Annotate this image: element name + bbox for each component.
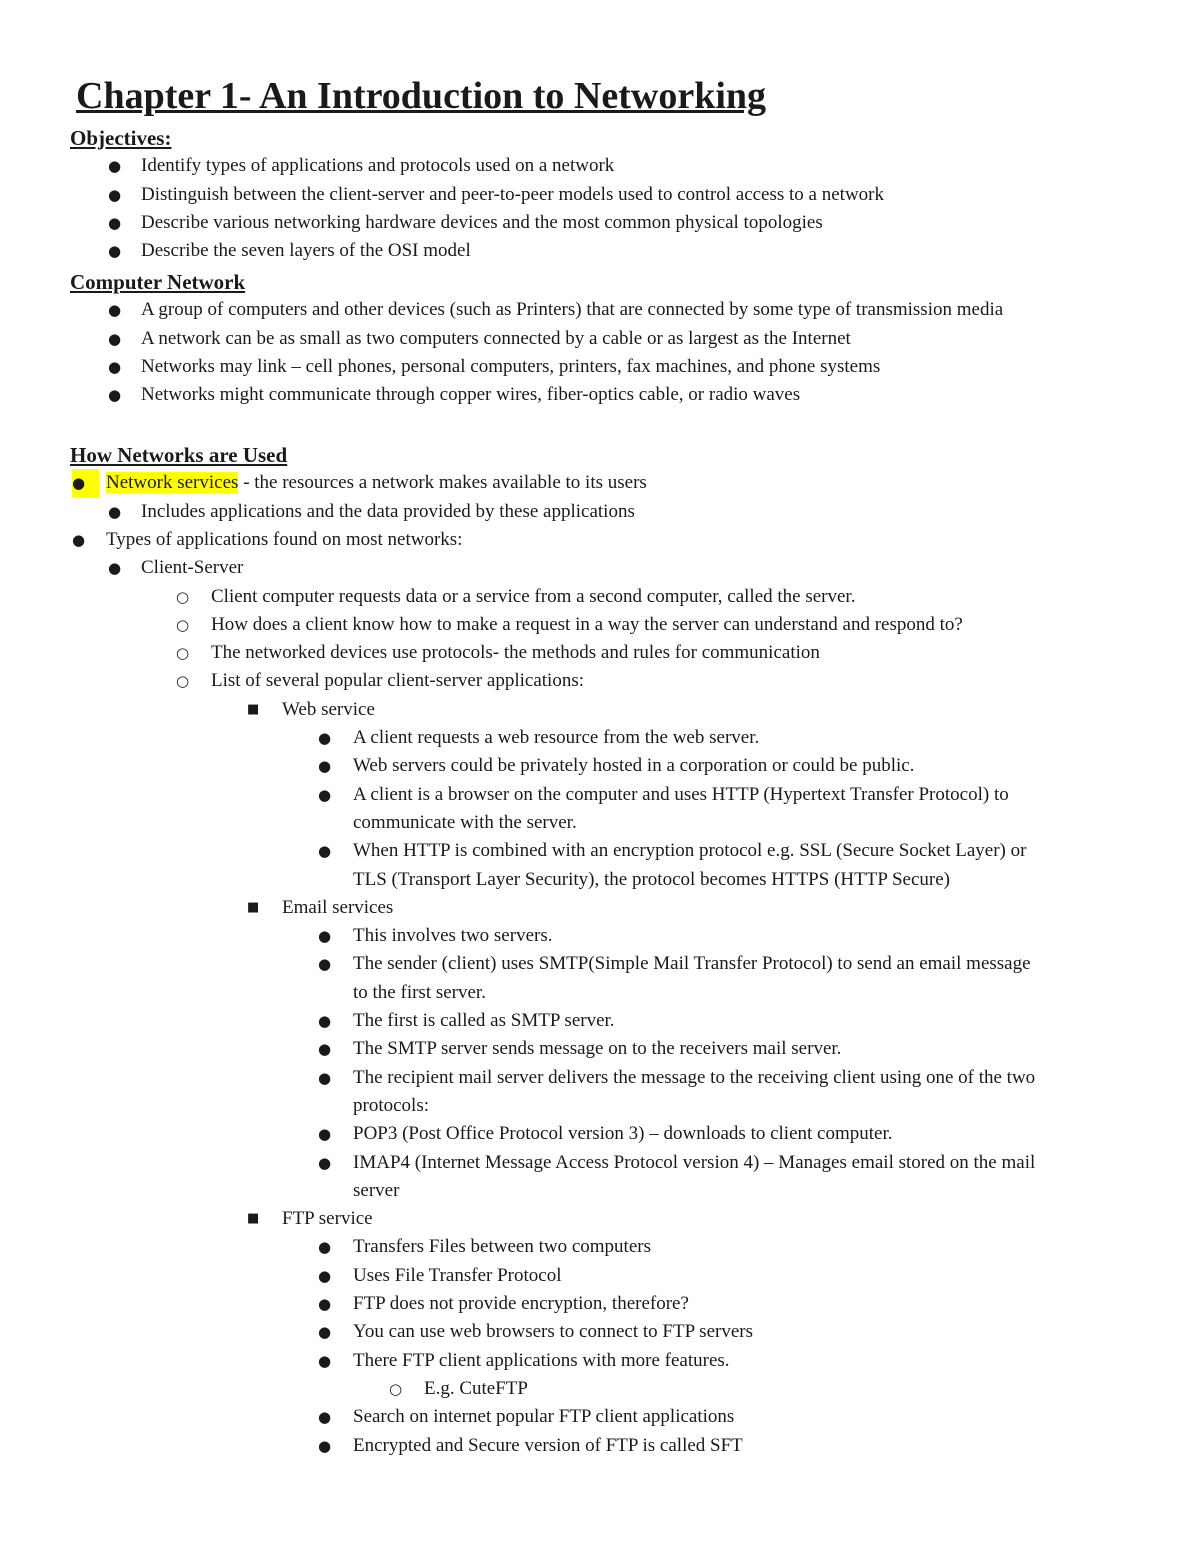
bullet-icon: ● bbox=[108, 502, 122, 521]
list-item-text: The first is called as SMTP server. bbox=[353, 1010, 615, 1031]
list-item-text: Transfers Files between two computers bbox=[353, 1236, 651, 1258]
list-item-text: Types of applications found on most networks: bbox=[106, 528, 463, 550]
bullet-icon: ● bbox=[108, 157, 122, 176]
bullet-icon: ● bbox=[318, 1238, 332, 1257]
hollow-bullet-icon: ○ bbox=[176, 587, 190, 606]
list-item-text: server bbox=[353, 1179, 400, 1201]
list-item-text: Client-Server bbox=[141, 557, 244, 579]
bullet-icon: ● bbox=[108, 185, 122, 204]
list-item-text: Uses File Transfer Protocol bbox=[353, 1264, 562, 1286]
list-item-text: FTP service bbox=[282, 1208, 373, 1230]
list-item-text: Describe various networking hardware devices and the most common physical topologies bbox=[141, 211, 823, 233]
bullet-icon: ● bbox=[318, 1295, 332, 1313]
list-item-text: Distinguish between the client-server and peer-to-peer models used to control access to a network bbox=[141, 183, 885, 205]
list-item-text: Client computer requests data or a service from a second computer, called the server. bbox=[211, 585, 856, 607]
list-item-text: to the first server. bbox=[353, 981, 486, 1003]
bullet-icon: ● bbox=[72, 530, 86, 549]
bullet-icon: ● bbox=[318, 1153, 332, 1172]
list-item-text: When HTTP is combined with an encryption protocol e.g. SSL (Secure Socket Layer) or bbox=[353, 840, 1027, 862]
bullet-icon: ● bbox=[318, 1351, 332, 1370]
list-item-text: The networked devices use protocols- the methods and rules for communication bbox=[211, 642, 820, 664]
list-item-text: IMAP4 (Internet Message Access Protocol version 4) – Manages email stored on the mail bbox=[353, 1151, 1036, 1173]
list-item-text: The sender (client) uses SMTP(Simple Mail Transfer Protocol) to send an email message bbox=[353, 953, 1031, 975]
bullet-icon: ● bbox=[108, 329, 122, 348]
list-item-text: List of several popular client-server applications: bbox=[211, 670, 585, 692]
bullet-icon: ● bbox=[108, 559, 122, 578]
square-bullet-icon: ■ bbox=[247, 899, 260, 915]
list-item-text: A group of computers and other devices (such as Printers) that are connected by some type of transmission media bbox=[141, 299, 1004, 321]
bullet-icon: ● bbox=[318, 842, 332, 861]
list-item-text: You can use web browsers to connect to FTP servers bbox=[353, 1321, 753, 1343]
list-item-text: Web servers could be privately hosted in a corporation or could be public. bbox=[353, 755, 915, 777]
bullet-icon: ● bbox=[318, 729, 332, 747]
bullet-icon: ● bbox=[108, 242, 122, 261]
bullet-icon: ● bbox=[108, 357, 122, 376]
list-item-text: How does a client know how to make a request in a way the server can understand and respond to? bbox=[211, 613, 963, 635]
list-item-text: Includes applications and the data provided by these applications bbox=[141, 500, 635, 522]
page-title: Chapter 1- An Introduction to Networking bbox=[76, 75, 767, 117]
list-item-text: The SMTP server sends message on to the receivers mail server. bbox=[353, 1038, 842, 1060]
bullet-icon: ● bbox=[318, 1323, 332, 1342]
highlighted-term: Network services bbox=[106, 472, 239, 494]
hollow-bullet-icon: ○ bbox=[389, 1379, 403, 1398]
list-item-text: There FTP client applications with more features. bbox=[353, 1349, 730, 1371]
list-item-text: POP3 (Post Office Protocol version 3) – downloads to client computer. bbox=[353, 1123, 893, 1145]
hollow-bullet-icon: ○ bbox=[176, 644, 190, 663]
list-item-text: A client is a browser on the computer and uses HTTP (Hypertext Transfer Protocol) to bbox=[353, 783, 1009, 805]
list-item-text: Email services bbox=[282, 896, 394, 918]
bullet-icon: ● bbox=[318, 1125, 332, 1144]
list-item-text: Networks might communicate through copper wires, fiber-optics cable, or radio waves bbox=[141, 384, 801, 406]
square-bullet-icon: ■ bbox=[247, 1211, 260, 1227]
section-heading: Computer Network bbox=[70, 270, 246, 294]
list-item-text: Search on internet popular FTP client applications bbox=[353, 1406, 735, 1428]
list-item-text: FTP does not provide encryption, therefore? bbox=[353, 1293, 689, 1314]
bullet-icon: ● bbox=[72, 469, 99, 497]
section-heading: How Networks are Used bbox=[70, 443, 288, 467]
bullet-icon: ● bbox=[318, 785, 332, 804]
square-bullet-icon: ■ bbox=[247, 701, 260, 717]
list-item-text: A network can be as small as two computers connected by a cable or as largest as the Internet bbox=[141, 327, 851, 349]
hollow-bullet-icon: ○ bbox=[176, 615, 190, 634]
list-item-text: Identify types of applications and protocols used on a network bbox=[141, 155, 615, 177]
bullet-icon: ● bbox=[318, 1068, 332, 1087]
list-item-text: Networks may link – cell phones, personal computers, printers, fax machines, and phone systems bbox=[141, 355, 881, 377]
hollow-bullet-icon: ○ bbox=[176, 672, 190, 691]
bullet-icon: ● bbox=[108, 301, 122, 320]
bullet-icon: ● bbox=[318, 757, 332, 776]
list-item-text: TLS (Transport Layer Security), the protocol becomes HTTPS (HTTP Secure) bbox=[353, 868, 950, 890]
list-item-text: The recipient mail server delivers the message to the receiving client using one of the two bbox=[353, 1066, 1036, 1088]
list-item-text: Web service bbox=[282, 698, 375, 720]
bullet-icon: ● bbox=[318, 1266, 332, 1285]
list-item-text: A client requests a web resource from the web server. bbox=[353, 727, 760, 748]
section-heading: Objectives: bbox=[70, 126, 172, 150]
bullet-icon: ● bbox=[108, 386, 122, 405]
list-item-text: This involves two servers. bbox=[353, 925, 553, 947]
list-item-text: Network services - the resources a network makes available to its users bbox=[106, 472, 647, 494]
bullet-icon: ● bbox=[318, 1040, 332, 1059]
list-item-text: E.g. CuteFTP bbox=[424, 1377, 528, 1399]
list-item-text: protocols: bbox=[353, 1094, 429, 1116]
bullet-icon: ● bbox=[318, 955, 332, 974]
bullet-icon: ● bbox=[318, 1436, 332, 1455]
bullet-icon: ● bbox=[318, 1012, 332, 1030]
list-item-text: Encrypted and Secure version of FTP is called SFT bbox=[353, 1434, 743, 1456]
bullet-icon: ● bbox=[318, 1408, 332, 1427]
bullet-icon: ● bbox=[318, 927, 332, 946]
list-item-text: Describe the seven layers of the OSI model bbox=[141, 240, 471, 262]
list-item-text: communicate with the server. bbox=[353, 811, 577, 833]
bullet-icon: ● bbox=[108, 213, 122, 232]
